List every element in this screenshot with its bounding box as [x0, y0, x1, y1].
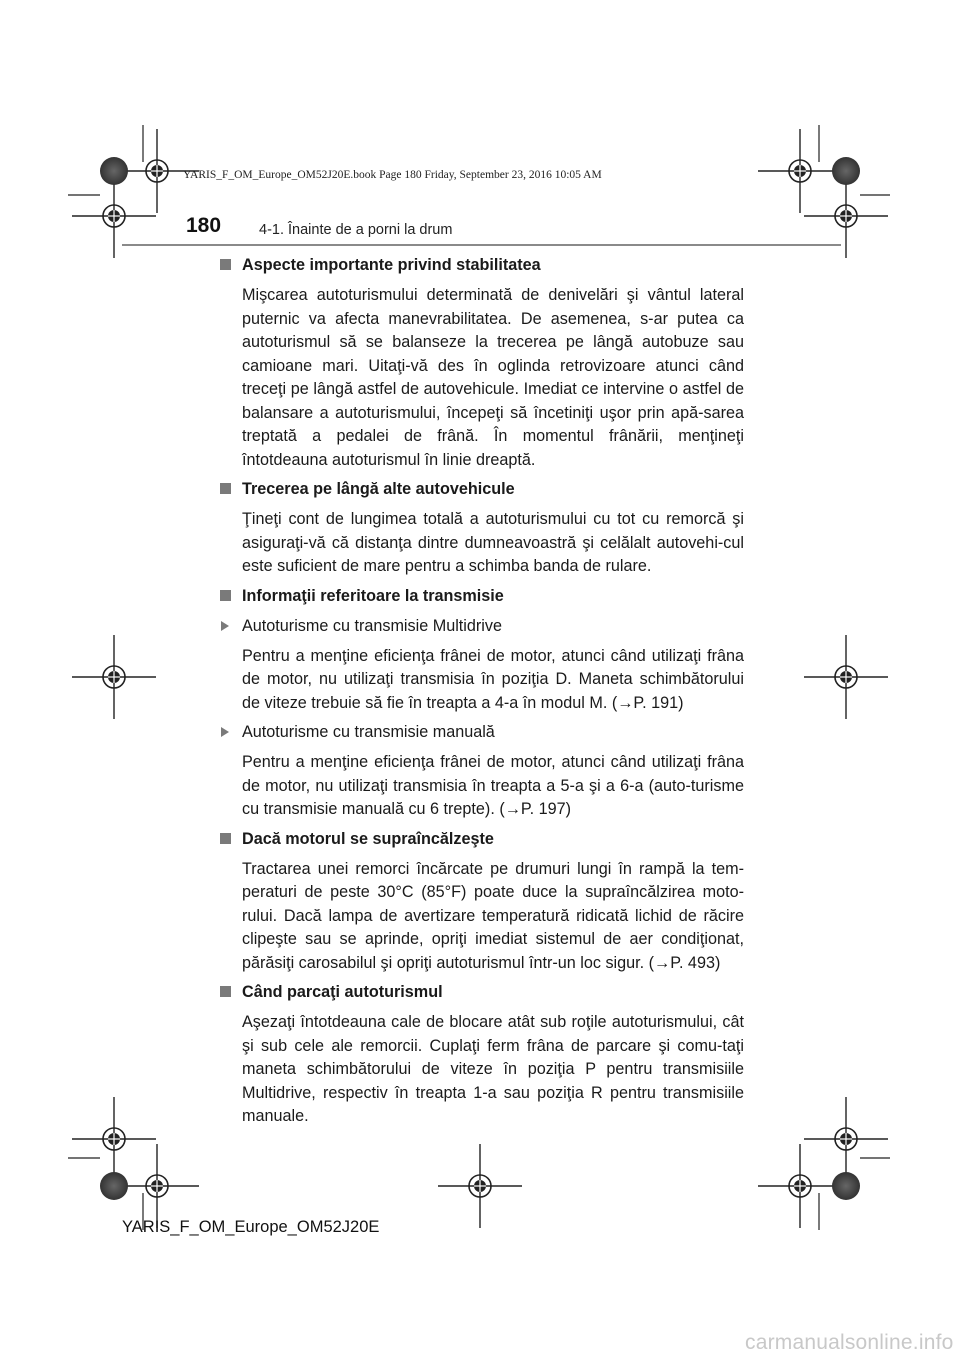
registration-mark-icon [72, 635, 156, 719]
section-paragraph: Aşezaţi întotdeauna cale de blocare atât sub roţile autoturismului, cât şi sub cele ale remorcii. Cuplaţi ferm frâna de parcare şi comu-taţi maneta schimbătorului de viteze în poziţia P pentru transmisiile Multidrive, respectiv în treapta 1-a sau poziţia R pentru transmisiile manuale. [242, 1013, 744, 1125]
square-bullet-icon [220, 483, 231, 494]
triangle-bullet-icon [221, 727, 229, 737]
registration-mark-icon [758, 1144, 842, 1228]
section-title: 4-1. Înainte de a porni la drum [259, 222, 453, 238]
header-divider [122, 244, 841, 246]
section-paragraph: Mişcarea autoturismului determinată de denivelări şi vântul lateral puternic va afecta manevrabilitatea. De asemenea, s-ar putea ca autoturismul să se balanseze la trecerea pe lângă autobuze sau camioane mari. Uitaţi-vă des în oglinda retrovizoare atunci când treceţi pe lângă astfel de autovehicule. Imediat ce intervine o astfel de balansare a autoturismului, începeţi să încetiniţi uşor prin apă-sarea treptată a pedalei de frână. În momentul frânării, menţineţi întotdeauna autoturismul în linie dreaptă. [242, 286, 744, 469]
density-disc-icon [100, 157, 128, 185]
subsection-label: Autoturisme cu transmisie manuală [242, 721, 744, 743]
section-heading: Aspecte importante privind stabilitatea [217, 254, 744, 276]
section-paragraph: Ţineţi cont de lungimea totală a autoturismului cu tot cu remorcă şi asiguraţi-vă că distanţa dintre dumneavoastră şi celălalt autovehi-cul este suficient de mare pentru a schimba banda de rulare. [242, 510, 744, 575]
density-disc-icon [832, 157, 860, 185]
triangle-bullet-icon [221, 621, 229, 631]
square-bullet-icon [220, 259, 231, 270]
registration-mark-icon [758, 129, 842, 213]
book-file-header: YARIS_F_OM_Europe_OM52J20E.book Page 180 Friday, September 23, 2016 10:05 AM [183, 169, 602, 181]
registration-mark-icon [72, 1097, 156, 1181]
section-paragraph: Tractarea unei remorci încărcate pe drumuri lungi în rampă la tem-peraturi de peste 30°C (85°F) poate duce la supraîncălzirea moto-rului. Dacă lampa de avertizare temperatură ridicată lichid de răcire clipeşte sau se aprinde, opriţi imediat sistemul de aer condiţionat, părăsiţi carosabilul şi opriţi autoturismul într-un loc sigur. (→P. 493) [242, 859, 744, 972]
section-paragraph: Pentru a menţine eficienţa frânei de motor, atunci când utilizaţi frâna de motor, nu utilizaţi transmisia în poziţia D. Maneta schimbătorului de viteze trebuie să fie în treapta a 4-a în modul M. (→P. 191) [242, 646, 744, 712]
page-content [217, 254, 744, 1135]
registration-mark-icon [804, 1097, 888, 1181]
registration-mark-icon [804, 635, 888, 719]
subsection-label: Autoturisme cu transmisie Multidrive [242, 615, 744, 637]
registration-mark-icon [438, 1144, 522, 1228]
density-disc-icon [832, 1172, 860, 1200]
section-heading: Trecerea pe lângă alte autovehicule [217, 478, 744, 500]
square-bullet-icon [220, 833, 231, 844]
section-heading: Dacă motorul se supraîncălzeşte [217, 828, 744, 850]
section-heading: Informaţii referitoare la transmisie [217, 585, 744, 607]
section-paragraph: Pentru a menţine eficienţa frânei de motor, atunci când utilizaţi frâna de motor, nu utilizaţi transmisia în treapta a 5-a şi a 6-a (auto-turisme cu transmisie manuală cu 6 trepte). (→P. 197) [242, 753, 744, 818]
square-bullet-icon [220, 590, 231, 601]
square-bullet-icon [220, 986, 231, 997]
page-number: 180 [186, 214, 222, 237]
footer-doc-id: YARIS_F_OM_Europe_OM52J20E [122, 1218, 380, 1236]
section-heading: Când parcaţi autoturismul [217, 981, 744, 1003]
density-disc-icon [100, 1172, 128, 1200]
watermark: carmanualsonline.info [745, 1331, 954, 1354]
